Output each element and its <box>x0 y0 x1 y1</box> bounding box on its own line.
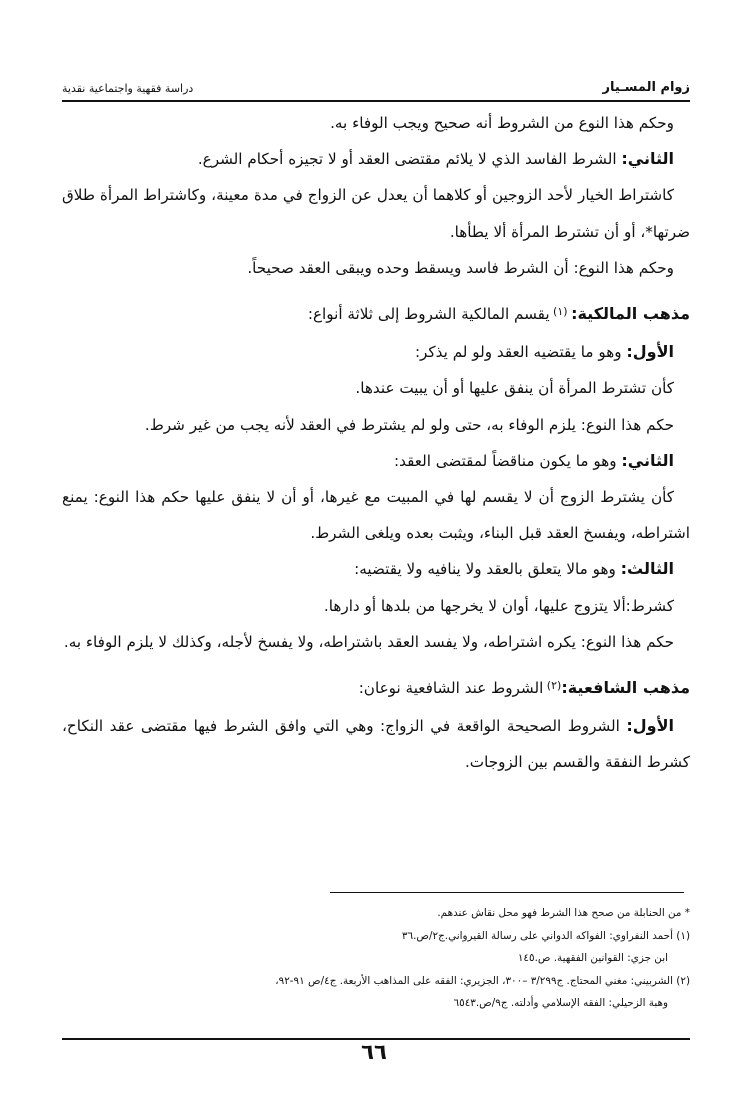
paragraph <box>62 443 690 479</box>
paragraph <box>62 551 690 587</box>
paragraph: حكم هذا النوع: يكره اشتراطه، ولا يفسد العقد باشتراطه، ولا يفسخ لأجله، وكذلك لا يلزم الوفاء به. <box>63 632 674 651</box>
subheading-label: الثاني: <box>621 450 674 470</box>
header-divider <box>62 100 690 102</box>
paragraph: وحكم هذا النوع من الشروط أنه صحيح ويجب الوفاء به. <box>330 114 674 132</box>
paragraph <box>62 296 690 334</box>
subheading-label: الأول: <box>626 716 674 736</box>
paragraph-text: الشروط عند الشافعية نوعان: <box>358 679 544 698</box>
paragraph-text: وهو ما يكون مناقضاً لمقتضى العقد: <box>393 451 622 470</box>
madhhab-heading: مذهب المالكية: <box>571 304 690 324</box>
footnote: (٢) الشربيني: مغني المحتاج. ج٣/٢٩٩ –٣٠٠، الجزيري: الفقه على المذاهب الأربعة. ج٤/ص ٩١-٩٢، <box>275 974 690 987</box>
paragraph <box>62 708 690 780</box>
paragraph-text: الشروط الصحيحة الواقعة في الزواج: وهي التي وافق الشرط فيها مقتضى عقد النكاح، كشرط النفقة والقسم بين الزوجات. <box>62 717 690 772</box>
footnote: ابن جزي: القوانين الفقهية. ص.١٤٥ <box>517 952 668 964</box>
paragraph: كاشتراط الخيار لأحد الزوجين أو كلاهما أن يعدل عن الزواج في مدة معينة، وكاشتراط المرأة طلاق ضرتها*، أو أن تشترط المرأة ألا يطأها. <box>62 186 690 241</box>
paragraph: وحكم هذا النوع: أن الشرط فاسد ويسقط وحده ويبقى العقد صحيحاً. <box>247 258 674 277</box>
paragraph <box>62 141 690 177</box>
madhhab-heading: مذهب الشافعية: <box>561 678 690 698</box>
footnote-ref: (٢) <box>543 679 562 693</box>
paragraph: كأن يشترط الزوج أن لا يقسم لها في المبيت مع غيرها، أو أن لا ينفق عليها حكم هذا النوع: يمنع اشتراطه، ويفسخ العقد قبل البناء، ويثبت بعده ويلغى الشرط. <box>62 488 690 543</box>
footnote-ref: (١) <box>549 305 572 319</box>
paragraph: كشرط:ألا يتزوج عليها، أوان لا يخرجها من بلدها أو دارها. <box>323 596 674 615</box>
paragraph: كأن تشترط المرأة أن ينفق عليها أو أن يبيت عندها. <box>355 379 674 398</box>
paragraph: حكم هذا النوع: يلزم الوفاء به، حتى ولو لم يشترط في العقد لأنه يجب من غير شرط. <box>144 415 674 434</box>
footnote: * من الحنابلة من صحح هذا الشرط فهو محل نقاش عندهم. <box>437 907 690 919</box>
paragraph-text: الشرط الفاسد الذي لا يلائم مقتضى العقد أو لا تجيزه أحكام الشرع. <box>197 150 622 169</box>
subheading-label: الثالث: <box>620 559 674 579</box>
section-title: دراسة فقهية واجتماعية نقدية <box>62 82 194 95</box>
paragraph-text: يقسم المالكية الشروط إلى ثلاثة أنواع: <box>307 305 550 324</box>
running-header <box>62 73 690 95</box>
page-number: ٦٦ <box>361 1040 387 1064</box>
footnote-divider <box>330 892 684 893</box>
footnote: (١) أحمد النفراوي: الفواكه الدواني على رسالة القيرواني.ج٢/ص.٣٦ <box>401 929 690 942</box>
main-text <box>62 105 690 781</box>
paragraph-text: وهو مالا يتعلق بالعقد ولا ينافيه ولا يقتضيه: <box>354 560 621 579</box>
footnote: وهبة الزحيلي: الفقه الإسلامي وأدلته. ج٩/ص.٦٥٤٣ <box>453 997 668 1009</box>
paragraph <box>62 334 690 370</box>
footnotes <box>62 902 690 1015</box>
paragraph-text: وهو ما يقتضيه العقد ولو لم يذكر: <box>414 343 627 362</box>
paragraph <box>62 670 690 708</box>
book-title: زوام المسـيار <box>602 80 690 95</box>
subheading-label: الثاني: <box>621 149 674 169</box>
subheading-label: الأول: <box>626 342 674 362</box>
